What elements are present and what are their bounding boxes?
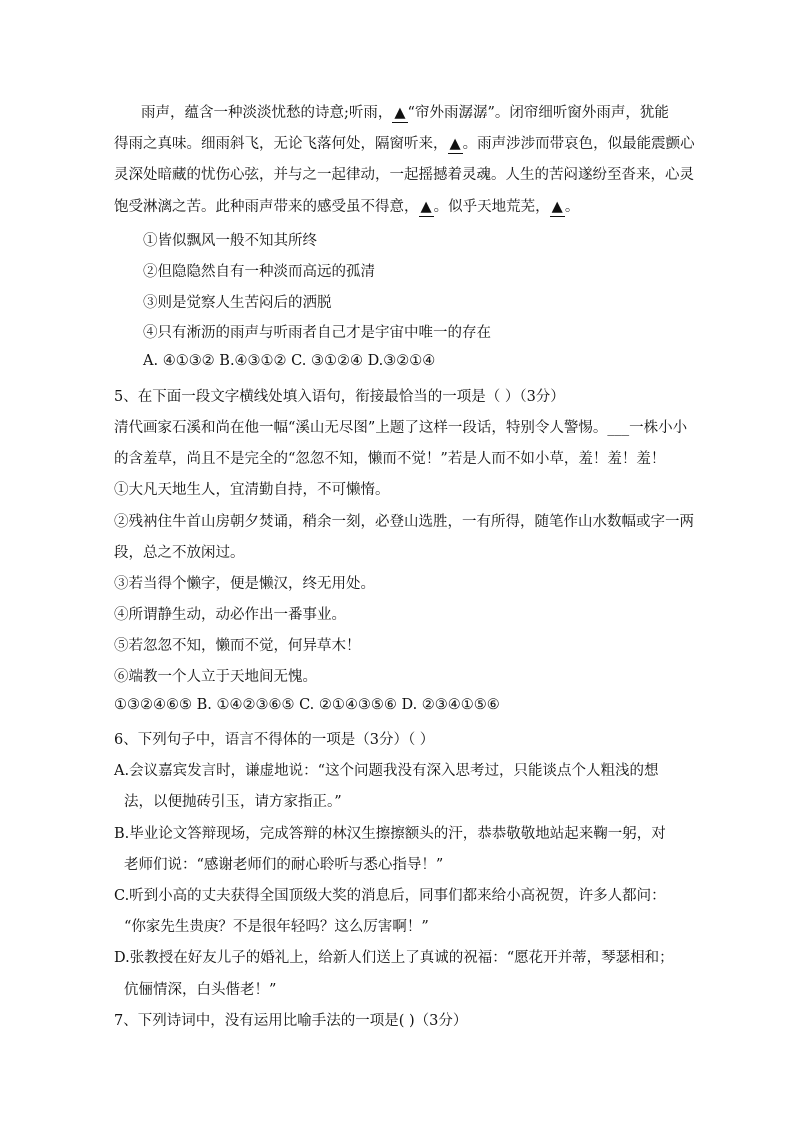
passage-option-4: ④只有淅沥的雨声与听雨者自己才是宇宙中唯一的存在 <box>143 325 491 341</box>
q5-item-2-cont: 段，总之不放闲过。 <box>114 545 245 561</box>
blank-marker: ▲ <box>420 198 432 215</box>
blank-marker: ▲ <box>394 104 406 121</box>
passage-text: 。雨声涉涉而带哀色，似最能震颤心 <box>462 136 695 152</box>
passage-answers: A. ④①③② B.④③①② C. ③①②④ D.③②①④ <box>143 353 436 369</box>
answer-blank-2[interactable] <box>448 136 463 154</box>
q5-item-6: ⑥端教一个人立于天地间无愧。 <box>114 669 317 685</box>
blank-marker: ▲ <box>551 198 563 215</box>
passage-option-2: ②但隐隐然自有一种淡而高远的孤清 <box>143 264 375 280</box>
q6-option-b-cont: 老师们说：“感谢老师们的耐心聆听与悉心指导！” <box>124 857 444 873</box>
q5-text: 清代画家石溪和尚在他一幅“溪山无尽图”上题了这样一段话，特别令人警惕。 <box>114 420 608 436</box>
q6-option-a-cont: 法，以便抛砖引玉，请方家指正。” <box>124 794 342 810</box>
passage-text: 。 <box>564 199 580 215</box>
q5-text: 一株小小 <box>629 420 688 436</box>
q6-option-a: A.会议嘉宾发言时，谦虚地说：“这个问题我没有深入思考过，只能谈点个人粗浅的想 <box>114 763 659 779</box>
q5-text-line-1 <box>114 416 687 437</box>
q6-option-c: C.听到小高的丈夫获得全国顶级大奖的消息后，同事们都来给小高祝贺，许多人都问： <box>114 888 666 904</box>
answer-blank-4[interactable] <box>550 199 565 217</box>
passage-text: 饱受淋漓之苦。此种雨声带来的感受虽不得意， <box>114 199 419 215</box>
q5-answers: ①③②④⑥⑤ B. ①④②③⑥⑤ C. ②①④③⑤⑥ D. ②③④①⑤⑥ <box>114 697 500 713</box>
q6-stem: 6、下列句子中，语言不得体的一项是（3分）（ ） <box>114 732 435 748</box>
passage-text: 得雨之真味。细雨斜飞，无论飞落何处，隔窗听来， <box>114 136 448 152</box>
q5-item-3: ③若当得个懒字，便是懒汉，终无用处。 <box>114 576 375 592</box>
passage-line-2 <box>114 132 695 154</box>
passage-option-3: ③则是觉察人生苦闷后的洒脱 <box>143 295 332 311</box>
q5-item-2: ②残衲住牛首山房朝夕焚诵，稍余一刻，必登山选胜，一有所得，随笔作山水数幅或字一两 <box>114 514 694 530</box>
passage-line-4 <box>114 195 579 217</box>
q5-item-1: ①大凡天地生人，宜清勤自持，不可懒惰。 <box>114 482 390 498</box>
passage-text: 雨声，蕴含一种淡淡忧愁的诗意;听雨， <box>141 105 393 121</box>
passage-option-1: ①皆似飘风一般不知其所终 <box>143 233 317 249</box>
q6-option-d: D.张教授在好友儿子的婚礼上，给新人们送上了真诚的祝福：“愿花开并蒂，琴瑟相和； <box>114 950 674 966</box>
passage-text: 。似乎天地荒芜， <box>433 199 550 215</box>
q7-stem: 7、下列诗词中，没有运用比喻手法的一项是( )（3分） <box>114 1013 468 1029</box>
q5-blank[interactable]: ___ <box>607 420 630 436</box>
blank-marker: ▲ <box>449 135 461 152</box>
q6-option-b: B.毕业论文答辩现场，完成答辩的林汉生擦擦额头的汗，恭恭敬敬地站起来鞠一躬，对 <box>114 826 666 842</box>
q5-item-4: ④所谓静生动，动必作出一番事业。 <box>114 607 346 623</box>
q5-text-line-2: 的含羞草，尚且不是完全的“忽忽不知，懒而不觉！”若是人而不如小草，羞！羞！羞！ <box>114 451 666 467</box>
answer-blank-1[interactable] <box>392 105 407 123</box>
passage-text: “帘外雨潺潺”。闭帘细听窗外雨声，犹能 <box>407 105 669 121</box>
answer-blank-3[interactable] <box>419 199 434 217</box>
q5-stem: 5、在下面一段文字横线处填入语句，衔接最恰当的一项是（ ）（3分） <box>114 389 565 405</box>
q6-option-c-cont: “你家先生贵庚？不是很年轻吗？这么厉害啊！” <box>124 919 429 935</box>
q6-option-d-cont: 伉俪情深，白头偕老！” <box>124 982 277 998</box>
passage-line-3: 灵深处暗藏的忧伤心弦，并与之一起律动，一起摇撼着灵魂。人生的苦闷遂纷至沓来，心灵 <box>114 167 694 183</box>
passage-line-1 <box>141 101 669 123</box>
q5-item-5: ⑤若忽忽不知，懒而不觉，何异草木！ <box>114 638 361 654</box>
